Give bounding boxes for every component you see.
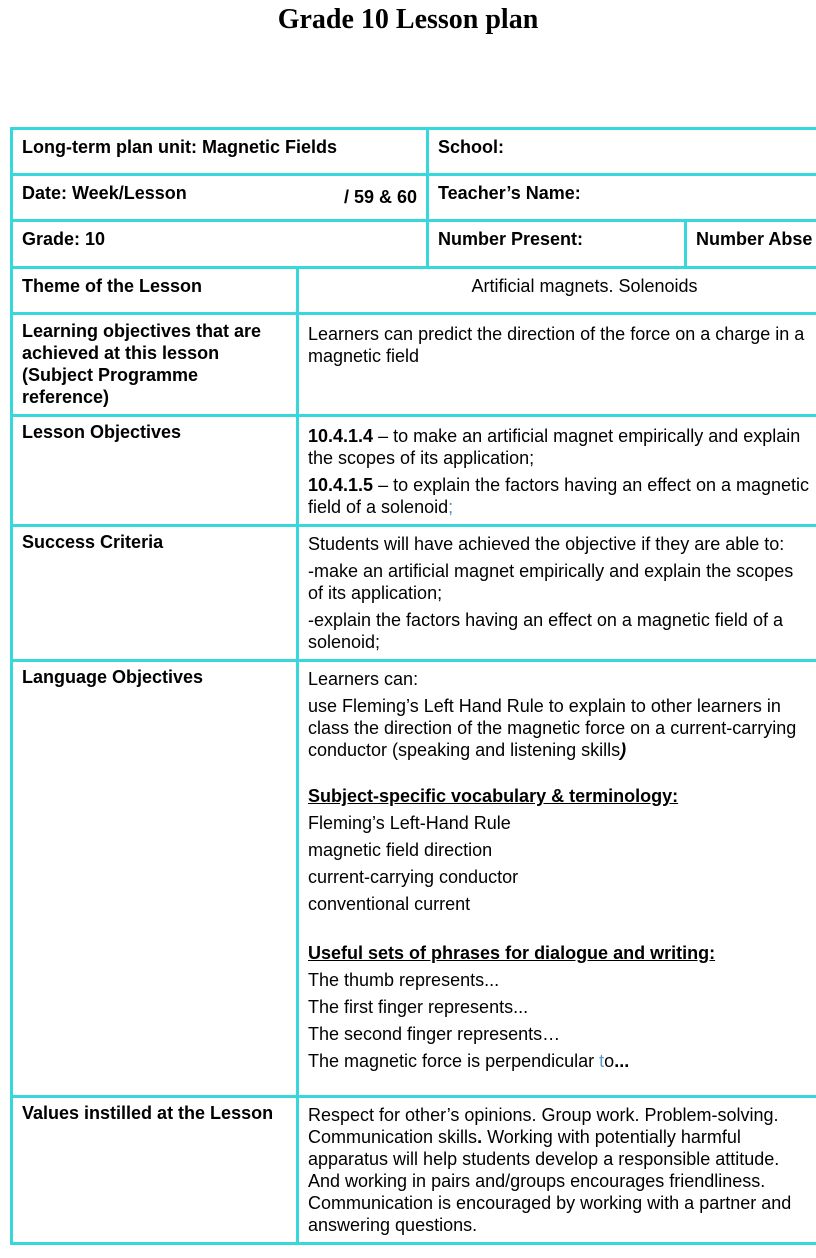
learning-objectives-row: [12, 314, 816, 416]
objective-end: ;: [448, 497, 454, 517]
phrases-heading: Useful sets of phrases for dialogue and writing:: [308, 943, 716, 963]
page-title: Grade 10 Lesson plan: [277, 4, 539, 35]
lesson-objectives-value: [298, 416, 816, 526]
number-present-cell: Number Present:: [428, 221, 686, 268]
language-objectives-value: [298, 661, 816, 1097]
success-criteria-label: Success Criteria: [12, 526, 298, 661]
theme-row: [12, 268, 816, 314]
phrase-item: The first finger represents...: [308, 997, 529, 1017]
language-objectives-row: [12, 661, 816, 1097]
school-cell: School:: [428, 129, 816, 175]
vocabulary-heading: Subject-specific vocabulary & terminology:: [308, 786, 679, 806]
language-text-main: use Fleming’s Left Hand Rule to explain to other learners in class the direction of the magnetic force on a current-carrying conductor (speaking and listening skills: [308, 696, 797, 760]
objective-code: 10.4.1.5: [308, 475, 374, 495]
vocabulary-item: Fleming’s Left-Hand Rule: [308, 813, 511, 833]
phrase-main: The magnetic force is perpendicular: [308, 1051, 600, 1071]
success-criteria-row: [12, 526, 816, 661]
language-objectives-label: Language Objectives: [12, 661, 298, 1097]
date-label: Date: Week/Lesson: [22, 183, 187, 203]
values-row: [12, 1097, 816, 1244]
success-criteria-line: -explain the factors having an effect on a magnetic field of a solenoid;: [308, 610, 783, 652]
vocabulary-item: current-carrying conductor: [308, 867, 519, 887]
values-value: [298, 1097, 816, 1244]
grade-row: [12, 221, 816, 268]
values-dot: .: [477, 1127, 483, 1147]
vocabulary-item: conventional current: [308, 894, 471, 914]
theme-label: Theme of the Lesson: [12, 268, 298, 314]
grade-cell: Grade: 10: [12, 221, 428, 268]
unit-cell: Long-term plan unit: Magnetic Fields: [12, 129, 428, 175]
values-text-2: Working with potentially harmful apparatus will help students develop a responsible attitude. And working in pairs and/groups encourages friendliness. Communication is encouraged by working with a partner and answering questions.: [308, 1127, 792, 1235]
language-intro: Learners can:: [308, 669, 419, 689]
unit-row: [12, 129, 816, 175]
phrase-dots: ...: [614, 1051, 630, 1071]
success-criteria-line: Students will have achieved the objective if they are able to:: [308, 534, 785, 554]
theme-value: Artificial magnets. Solenoids: [298, 268, 816, 314]
objective-code: 10.4.1.4: [308, 426, 374, 446]
success-criteria-line: -make an artificial magnet empirically and explain the scopes of its application;: [308, 561, 794, 603]
lesson-plan-table: [10, 127, 816, 1245]
objective-text: – to explain the factors having an effect on a magnetic field of a solenoid: [308, 475, 810, 517]
values-text-1: Respect for other’s opinions. Group work. Problem-solving. Communication skills: [308, 1105, 779, 1147]
lesson-objective-item: [308, 425, 810, 469]
teacher-name-cell: Teacher’s Name:: [428, 175, 816, 221]
lesson-objectives-label: Lesson Objectives: [12, 416, 298, 526]
phrase-t: t: [599, 1051, 605, 1071]
phrase-item: [308, 1048, 810, 1075]
learning-objectives-value: Learners can predict the direction of the force on a charge in a magnetic field: [298, 314, 816, 416]
lesson-objective-item: [308, 474, 810, 518]
lesson-objectives-row: [12, 416, 816, 526]
phrase-item: The thumb represents...: [308, 970, 500, 990]
language-text-end: ): [620, 740, 627, 760]
values-label: Values instilled at the Lesson: [12, 1097, 298, 1244]
success-criteria-value: [298, 526, 816, 661]
date-row: [12, 175, 816, 221]
language-text: [308, 695, 810, 761]
date-cell: [12, 175, 428, 221]
phrase-item: The second finger represents…: [308, 1024, 561, 1044]
phrase-o: o: [604, 1051, 615, 1071]
date-value: / 59 & 60: [343, 187, 417, 207]
learning-objectives-label: Learning objectives that are achieved at this lesson (Subject Programme reference): [12, 314, 298, 416]
vocabulary-item: magnetic field direction: [308, 840, 493, 860]
objective-text: – to make an artificial magnet empirically and explain the scopes of its application;: [308, 426, 801, 468]
number-absent-cell: Number Abse: [686, 221, 816, 268]
